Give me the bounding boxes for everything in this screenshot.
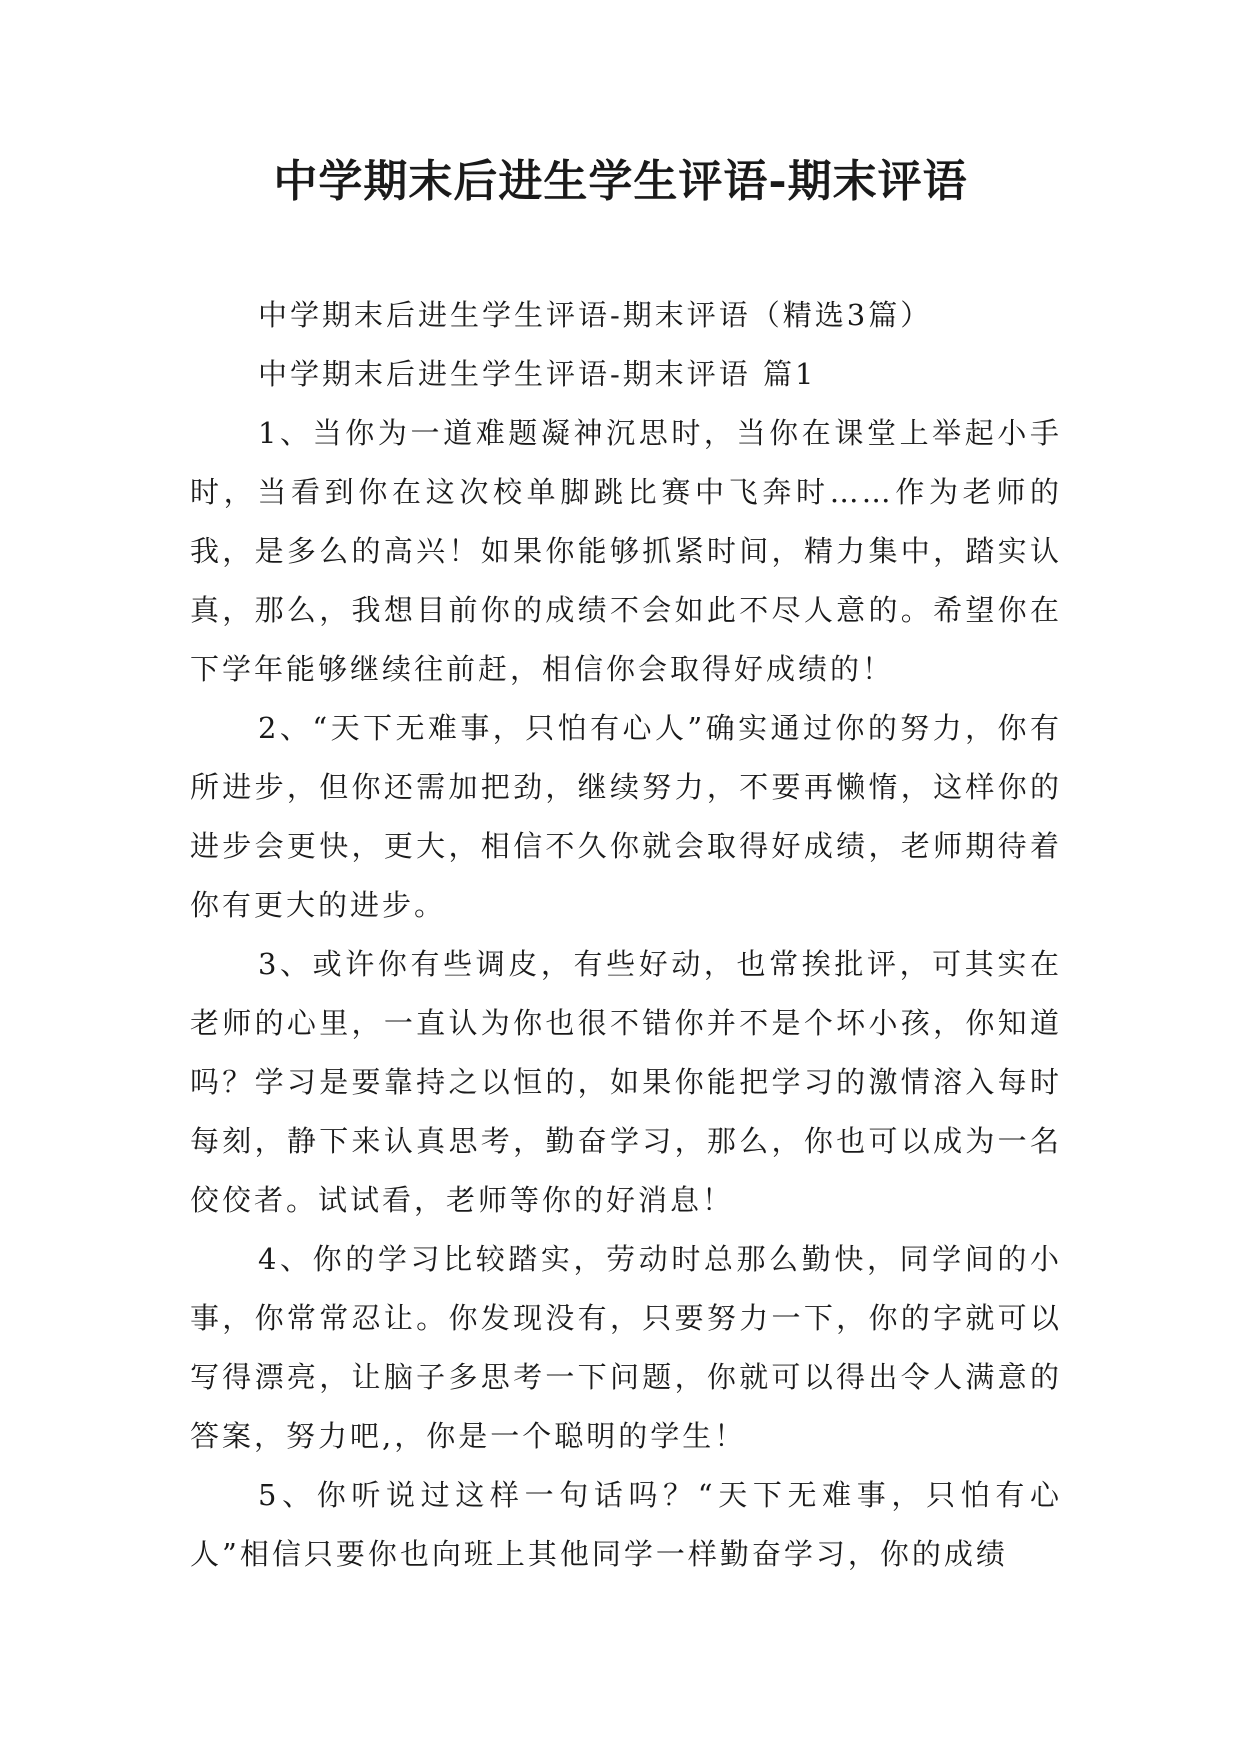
paragraph: 5、你听说过这样一句话吗？“天下无难事，只怕有心人”相信只要你也向班上其他同学一样勤奋学习，你的成绩 bbox=[190, 1478, 1062, 1571]
paragraph: 2、“天下无难事，只怕有心人”确实通过你的努力，你有所进步，但你还需加把劲，继续努力，不要再懒惰，这样你的进步会更快，更大，相信不久你就会取得好成绩，老师期待着你有更大的进步。 bbox=[190, 711, 1062, 922]
document-body bbox=[190, 286, 1062, 1584]
intro-line: 中学期末后进生学生评语-期末评语（精选3篇） bbox=[258, 298, 933, 332]
paragraph: 4、你的学习比较踏实，劳动时总那么勤快，同学间的小事，你常常忍让。你发现没有，只要努力一下，你的字就可以写得漂亮，让脑子多思考一下问题，你就可以得出令人满意的答案，努力吧,，你是一个聪明的学生！ bbox=[190, 1242, 1062, 1453]
section-heading: 中学期末后进生学生评语-期末评语 篇1 bbox=[258, 357, 817, 391]
paragraph: 1、当你为一道难题凝神沉思时，当你在课堂上举起小手时，当看到你在这次校单脚跳比赛中飞奔时……作为老师的我，是多么的高兴！如果你能够抓紧时间，精力集中，踏实认真，那么，我想目前你的成绩不会如此不尽人意的。希望你在下学年能够继续往前赶，相信你会取得好成绩的！ bbox=[190, 416, 1062, 686]
document-title: 中学期末后进生学生评语-期末评语 bbox=[273, 156, 968, 207]
paragraph: 3、或许你有些调皮，有些好动，也常挨批评，可其实在老师的心里，一直认为你也很不错你并不是个坏小孩，你知道吗？学习是要靠持之以恒的，如果你能把学习的激情溶入每时每刻，静下来认真思考，勤奋学习，那么，你也可以成为一名佼佼者。试试看，老师等你的好消息！ bbox=[190, 947, 1062, 1217]
